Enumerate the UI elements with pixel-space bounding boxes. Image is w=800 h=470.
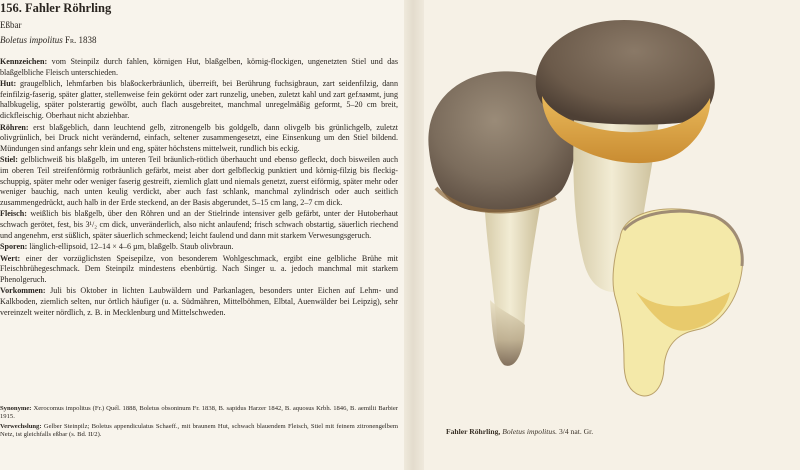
section-vorkommen xyxy=(0,286,398,318)
edibility-label: Eßbar xyxy=(0,20,22,30)
section-label: Fleisch: xyxy=(0,209,27,219)
species-title: 156. Fahler Röhrling xyxy=(0,1,112,15)
section-text: weißlich bis blaßgelb, über den Röhren und an der Stielrinde intensiver gelb gefärbt, unter der Hutoberhaut schwach gerötet, fest, bis 3¹/₂ cm dick, unveränderlich, also nicht anlaufend; frisch schwach obstartig, säuerlich riechend und angenehm, erst süßlich, später säuerlich schmeckend; leicht faulend und dann mit starkem Verwesungsgeruch. xyxy=(0,209,398,240)
author-name: Fr. xyxy=(65,35,77,45)
latin-name: Boletus impolitus xyxy=(0,35,63,45)
section-wert xyxy=(0,254,398,286)
note-label: Synonyme: xyxy=(0,405,32,412)
caption-scale: 3/4 nat. Gr. xyxy=(558,427,594,436)
section-text: vom Steinpilz durch fahlen, körnigen Hut, blaßgelben, körnig-flockigen, ungenetzten Stiel und das blaßgelbliche Fleisch unterschieden. xyxy=(0,57,398,77)
section-text: einer der vorzüglichsten Speisepilze, von besonderem Wohlgeschmack, ergibt eine gelbliche Brühe mit Fleischbrühegeschmack. Dem Steinpilz mindestens ebenbürtig. Nach Singer u. a. jedoch manchmal mit starkem Phenolgeruch. xyxy=(0,253,398,284)
section-label: Vorkommen: xyxy=(0,286,46,296)
section-stiel xyxy=(0,155,398,208)
caption-latin: Boletus impolitus. xyxy=(502,427,558,436)
description-body xyxy=(0,57,398,319)
section-label: Röhren: xyxy=(0,122,29,132)
book-gutter xyxy=(404,0,424,470)
footnotes xyxy=(0,405,398,440)
illustration-page xyxy=(424,0,800,470)
synonyms-note xyxy=(0,405,398,422)
note-label: Verwechslung: xyxy=(0,422,42,430)
center-cap xyxy=(536,20,715,125)
plate-caption xyxy=(446,427,593,436)
note-text: Gelber Steinpilz; Boletus appendiculatus Schaeff., mit braunem Hut, schwach blauendem Fleisch, Stiel mit feinem zitronengelbem Netz, ist gleichfalls eßbar (s. Bd. II/2). xyxy=(0,422,398,438)
section-sporen xyxy=(0,242,398,253)
section-text: Juli bis Oktober in lichten Laubwäldern und Parkanlagen, besonders unter Eichen auf Lehm- und Kalkboden, ziemlich selten, nur örtlich häufiger (u. a. Südmähren, Mittelböhmen, Elbtal, Auenwälder bei Leipzig), sehr vereinzelt weiter nördlich, z. B. in Mecklenburg und Mittelschweden. xyxy=(0,286,398,317)
caption-name: Fahler Röhrling, xyxy=(446,427,501,436)
section-text: länglich-ellipsoid, 12–14 × 4–6 µm, blaßgelb. Staub olivbraun. xyxy=(29,242,234,252)
section-hut xyxy=(0,79,398,121)
description-year: 1838 xyxy=(78,35,97,45)
mushroom-illustration xyxy=(424,0,800,420)
section-text: graugelblich, lehmfarben bis blaßockerbräunlich, überreift, bei Berührung fuchsigbraun, zart seidenfilzig, dann feinfilzig-faserig, später glatter, stellenweise fein gekörnt oder zart runzelig, uneben, zuletzt kahl und zart gefламmt, jung halbkugelig, später polsterartig gewölbt, auch flach ausgebreitet, manchmal unregelmäßig geformt, 5–20 cm breit, dickfleischig. Oberhaut nicht abziehbar. xyxy=(0,79,398,120)
note-text: Xerocomus impolitus (Fr.) Quél. 1888, Boletus obsoninum Fr. 1838, B. sapidus Harzer 1842, B. aquosus Krbh. 1846, B. aemilii Barbier 1915. xyxy=(0,405,398,421)
section-label: Kennzeichen: xyxy=(0,57,48,66)
latin-name-line xyxy=(0,35,97,45)
section-text: erst blaßgeblich, dann leuchtend gelb, zitronengelb bis goldgelb, dann olivgelb bis grünlichgelb, zuletzt olivgrünlich, bei Druck nicht verändernd, einfach, seltener zusammengesetzt, eine Einsenkung um den Stiel bildend. Mündungen sind anfangs sehr klein und eng, später höchstens mittelweit, rundlich bis eckig. xyxy=(0,122,398,153)
section-label: Wert: xyxy=(0,253,21,263)
section-text: gelblichweiß bis blaßgelb, im unteren Teil bräunlich-rötlich überhaucht und ebenso gefleckt, doch bisweilen auch im oberen Teil streifenförmig rotbräunlich gefärbt, meist aber dort gelbfleckig punktiert und körnig-filzig bis fleckig-schuppig, später mehr oder weniger faserig gestreift, ziemlich glatt und niemals genetzt, zuerst eiförmig, später mehr oder weniger bauchig, nach unten keulig verdickt, aber auch fast schlank, manchmal zylindrisch oder auch seitlich zusammengedrückt, auch halb in der Erde steckend, an der Basis abgerundet, 5–15 cm lang, 2–7 cm dick. xyxy=(0,155,398,207)
section-cut xyxy=(613,209,742,396)
section-kennzeichen xyxy=(0,57,398,78)
section-roehren xyxy=(0,123,398,155)
confusion-note xyxy=(0,423,398,440)
section-fleisch xyxy=(0,209,398,241)
section-label: Hut: xyxy=(0,79,17,89)
section-label: Stiel: xyxy=(0,155,18,165)
section-label: Sporen: xyxy=(0,242,28,252)
